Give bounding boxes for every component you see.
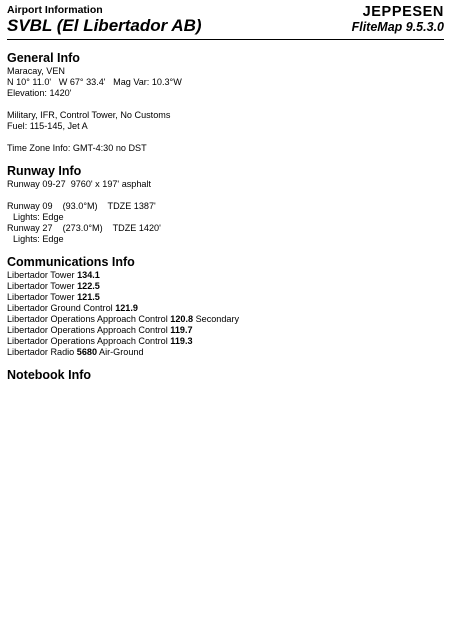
header-label: Airport Information xyxy=(7,4,103,16)
comm-item xyxy=(7,314,444,325)
header-divider xyxy=(7,39,444,40)
elevation: Elevation: 1420' xyxy=(7,88,72,98)
comm-frequency: 122.5 xyxy=(77,281,100,291)
communications-info-title: Communications Info xyxy=(7,255,135,269)
general-info-section xyxy=(7,51,444,154)
comm-name: Libertador Tower xyxy=(7,270,78,280)
comm-frequency: 121.5 xyxy=(77,292,100,302)
location: Maracay, VEN xyxy=(7,66,65,76)
timezone: Time Zone Info: GMT-4:30 no DST xyxy=(7,143,147,153)
jeppesen-logo: JEPPESEN xyxy=(362,4,444,20)
communications-info-section xyxy=(7,255,444,358)
notebook-info-title: Notebook Info xyxy=(7,368,92,382)
comm-item xyxy=(7,325,444,336)
comm-item xyxy=(7,336,444,347)
airport-type: Military, IFR, Control Tower, No Customs xyxy=(7,110,171,120)
content xyxy=(7,51,444,383)
comm-note: Secondary xyxy=(193,314,240,324)
comm-item xyxy=(7,281,444,292)
runway-info-section xyxy=(7,164,444,245)
comm-frequency: 134.1 xyxy=(77,270,100,280)
runway-summary: Runway 09-27 9760' x 197' asphalt xyxy=(7,179,152,189)
comm-name: Libertador Radio xyxy=(7,347,77,357)
fuel: Fuel: 115-145, Jet A xyxy=(7,121,88,131)
comm-frequency: 119.3 xyxy=(170,336,193,346)
comm-name: Libertador Operations Approach Control xyxy=(7,336,171,346)
runway-27: Runway 27 (273.0°M) TDZE 1420' xyxy=(7,223,161,233)
comm-frequency: 121.9 xyxy=(115,303,138,313)
comm-frequency: 119.7 xyxy=(170,325,193,335)
app-version: FliteMap 9.5.3.0 xyxy=(351,20,444,34)
runway-09: Runway 09 (93.0°M) TDZE 1387' xyxy=(7,201,156,211)
comm-frequency: 5680 xyxy=(76,347,97,357)
general-info-title: General Info xyxy=(7,51,80,65)
page-header xyxy=(7,2,444,38)
runway-info-title: Runway Info xyxy=(7,164,82,178)
runway-09-lights: Lights: Edge xyxy=(13,212,64,222)
coordinates: N 10° 11.0' W 67° 33.4' Mag Var: 10.3°W xyxy=(7,77,182,87)
comm-name: Libertador Tower xyxy=(7,281,78,291)
notebook-info-section xyxy=(7,368,444,383)
comm-item xyxy=(7,270,444,281)
airport-title: SVBL (El Libertador AB) xyxy=(7,16,202,35)
comm-item xyxy=(7,303,444,314)
comm-name: Libertador Operations Approach Control xyxy=(7,314,171,324)
comm-note: Air-Ground xyxy=(97,347,144,357)
comm-frequency: 120.8 xyxy=(170,314,194,324)
comm-name: Libertador Tower xyxy=(7,292,78,302)
runway-27-lights: Lights: Edge xyxy=(13,234,64,244)
comm-item xyxy=(7,347,444,358)
comm-item xyxy=(7,292,444,303)
comm-name: Libertador Ground Control xyxy=(7,303,116,313)
comm-name: Libertador Operations Approach Control xyxy=(7,325,171,335)
